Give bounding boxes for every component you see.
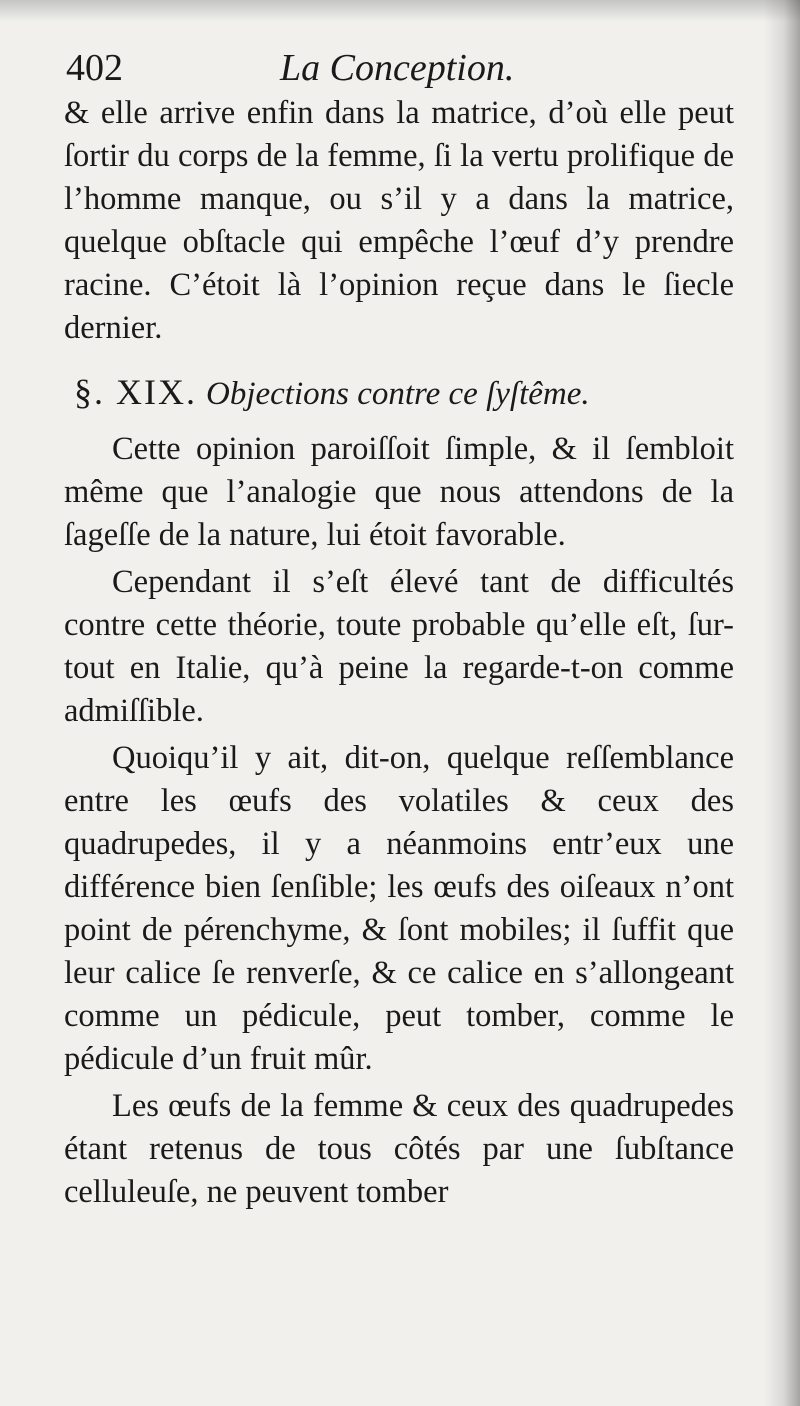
paragraph: Cette opinion paroiſſoit ſimple, & il ſembloit même que l’analogie que nous attendons de la ſageſſe de la nature, lui étoit favorable. <box>64 431 734 553</box>
page-body <box>64 92 734 1214</box>
running-title: La Conception. <box>280 47 515 89</box>
section-number: §. XIX. <box>74 372 197 412</box>
section-heading <box>74 366 734 420</box>
paragraph: Les œufs de la femme & ceux des quadrupedes étant retenus de tous côtés par une ſubſtance celluleuſe, ne peuvent tomber <box>64 1088 734 1210</box>
page-gutter-shadow <box>764 0 800 1406</box>
paragraph: Quoiqu’il y ait, dit-on, quelque reſſemblance entre les œufs des volatiles & ceux des quadrupedes, il y a néanmoins entr’eux une différence bien ſenſible; les œufs des oiſeaux n’ont point de pérenchyme, & ſont mobiles; il ſuffit que leur calice ſe renverſe, & ce calice en s’allongeant comme un pédicule, peut tomber, comme le pédicule d’un fruit mûr. <box>64 740 734 1077</box>
continuation-paragraph: & elle arrive enfin dans la matrice, d’où elle peut ſortir du corps de la femme, ſi la vertu prolifique de l’homme manque, ou s’il y a dans la matrice, quelque obſtacle qui empêche l’œuf d’y prendre racine. C’étoit là l’opinion reçue dans le ſiecle dernier. <box>64 95 734 346</box>
page-top-shadow <box>0 0 800 22</box>
paragraph: Cependant il s’eſt élevé tant de difficultés contre cette théorie, toute probable qu’elle eſt, ſur-tout en Italie, qu’à peine la regarde-t-on comme admiſſible. <box>64 564 734 729</box>
section-title: Objections contre ce ſyſtême. <box>205 376 590 412</box>
page-header <box>58 40 738 100</box>
page-number: 402 <box>66 47 123 89</box>
